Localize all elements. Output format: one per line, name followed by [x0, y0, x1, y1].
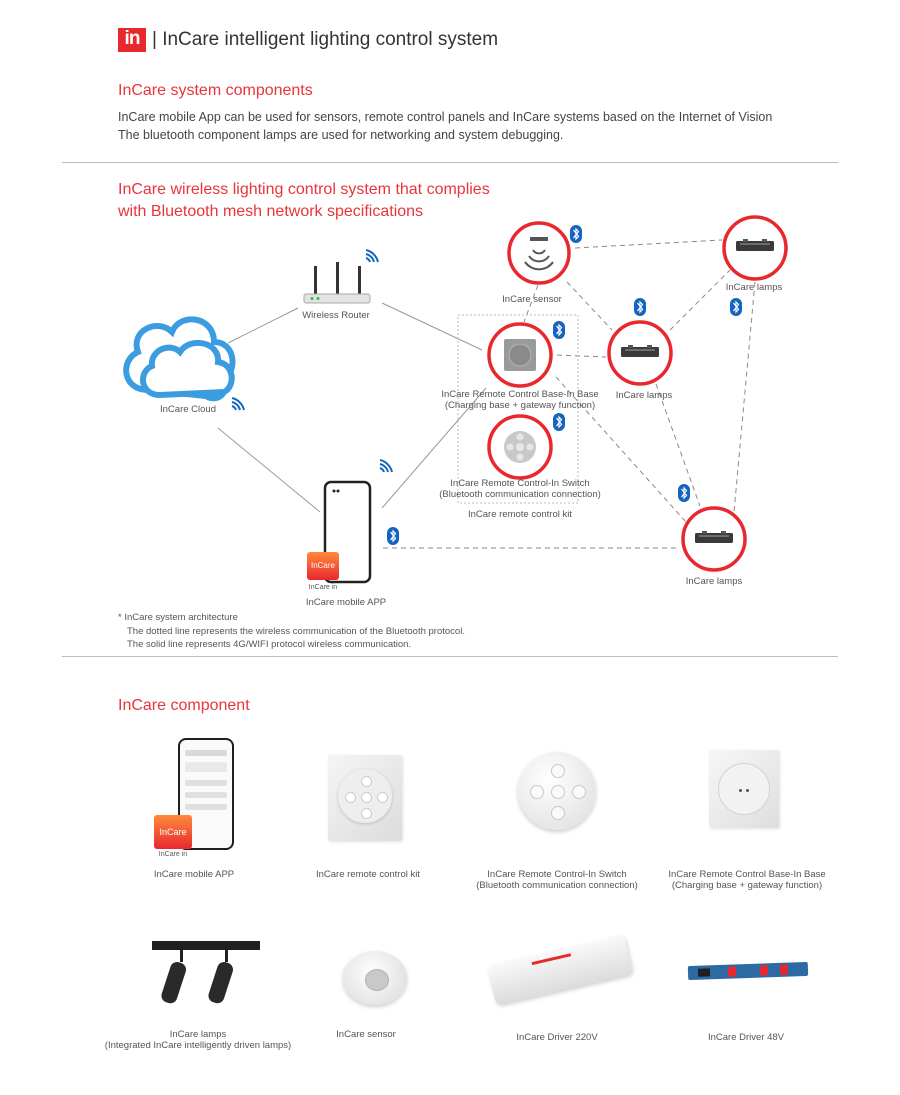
label-cloud: InCare Cloud: [160, 404, 216, 415]
label-switch-line-2: (Bluetooth communication connection): [439, 489, 601, 500]
section-components-line-2: The bluetooth component lamps are used for networking and system debugging.: [118, 128, 564, 142]
product-caption-sensor: InCare sensor: [336, 1029, 396, 1040]
product-app-badge-caption: InCare in: [158, 851, 188, 858]
section-components-heading: InCare system components: [118, 82, 313, 99]
product-caption-switch-1: InCare Remote Control-In Switch: [487, 869, 627, 880]
label-kit: InCare remote control kit: [467, 509, 572, 520]
section-component-heading: InCare component: [118, 697, 250, 714]
product-caption-lamps-2: (Integrated InCare intelligently driven lamps): [104, 1040, 292, 1051]
app-badge-caption: InCare in: [308, 584, 338, 591]
product-caption-lamps-1: InCare lamps: [169, 1029, 227, 1040]
label-sensor: InCare sensor: [502, 294, 562, 305]
section-components-line-1: InCare mobile App can be used for sensors, remote control panels and InCare systems based on the Internet of Vision: [118, 110, 773, 124]
label-switch-line-1: InCare Remote Control-In Switch: [450, 478, 590, 489]
product-caption-base-2: (Charging base + gateway function): [671, 880, 823, 891]
product-app-badge-icon: InCare: [154, 815, 192, 849]
label-lamps-bottom: InCare lamps: [685, 576, 743, 587]
incare-logo: in: [118, 28, 146, 52]
label-router: Wireless Router: [302, 310, 370, 321]
note-title: * InCare system architecture: [118, 612, 238, 623]
section-architecture-heading-2: with Bluetooth mesh network specifications: [118, 203, 424, 220]
product-caption-switch-2: (Bluetooth communication connection): [476, 880, 638, 891]
note-solid: The solid line represents 4G/WIFI protocol wireless communication.: [127, 639, 412, 650]
note-dotted: The dotted line represents the wireless communication of the Bluetooth protocol.: [127, 626, 465, 637]
product-caption-driver-48v: InCare Driver 48V: [707, 1032, 785, 1043]
app-badge-icon: InCare: [307, 552, 339, 580]
product-caption-kit: InCare remote control kit: [315, 869, 420, 880]
label-app: InCare mobile APP: [305, 597, 387, 608]
label-lamps-top: InCare lamps: [725, 282, 783, 293]
section-architecture-heading-1: InCare wireless lighting control system that complies: [118, 181, 490, 198]
page-title: | InCare intelligent lighting control system: [152, 29, 499, 50]
product-caption-driver-220v: InCare Driver 220V: [516, 1032, 598, 1043]
product-caption-app: InCare mobile APP: [153, 869, 235, 880]
product-sensor-image: [343, 947, 413, 1007]
label-base-line-1: InCare Remote Control Base-In Base: [441, 389, 599, 400]
product-caption-base-1: InCare Remote Control Base-In Base: [668, 869, 826, 880]
label-base-line-2: (Charging base + gateway function): [444, 400, 596, 411]
label-lamps-mid: InCare lamps: [615, 390, 673, 401]
